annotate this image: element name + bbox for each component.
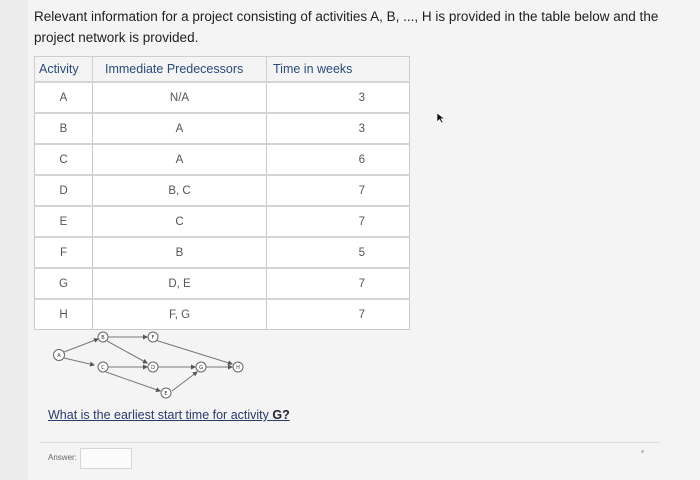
node-c-label: C [101,365,105,371]
edge-b-d [107,341,147,363]
scroll-dot-icon [641,450,644,453]
predecessors-cell: A [93,113,267,144]
project-network-diagram [46,328,276,408]
header-time: Time in weeks [267,57,410,83]
question-main: What is the earliest start time for activity [48,408,273,422]
time-cell: 7 [267,175,410,206]
node-a [54,350,65,361]
node-b [98,332,108,342]
header-predecessors: Immediate Predecessors [93,57,267,83]
activity-cell: E [35,206,93,237]
node-c [98,362,108,372]
table-row [35,268,410,299]
predecessors-cell: C [93,206,267,237]
table-row [35,175,410,206]
predecessors-cell: B [93,237,267,268]
table-row [35,237,410,268]
table-row [35,144,410,175]
predecessors-cell: N/A [93,82,267,113]
time-cell: 5 [267,237,410,268]
table-row [35,299,410,330]
node-g [196,362,206,372]
activity-cell: C [35,144,93,175]
time-cell: 7 [267,299,410,330]
node-g-label: G [199,365,203,371]
activity-cell: H [35,299,93,330]
time-cell: 3 [267,82,410,113]
node-f [148,332,158,342]
question-text [48,408,290,422]
predecessors-cell: F, G [93,299,267,330]
answer-input[interactable] [80,448,132,469]
node-e [161,388,171,398]
time-cell: 3 [267,113,410,144]
node-h-label: H [236,365,240,371]
predecessors-cell: D, E [93,268,267,299]
node-h [233,362,243,372]
header-activity: Activity [35,57,93,83]
node-f-label: F [151,335,155,341]
activity-cell: F [35,237,93,268]
time-cell: 7 [267,268,410,299]
edge-f-h [155,340,232,364]
edge-a-b [64,339,98,352]
edge-c-e [106,372,160,391]
node-d-label: D [151,365,155,371]
predecessors-cell: A [93,144,267,175]
activity-cell: D [35,175,93,206]
edge-a-c [64,358,94,365]
time-cell: 6 [267,144,410,175]
table-row [35,206,410,237]
activity-cell: G [35,268,93,299]
predecessors-cell: B, C [93,175,267,206]
question-activity: G? [272,408,290,422]
mouse-cursor-icon [436,112,446,124]
node-d [148,362,158,372]
answer-label: Answer: [48,453,77,462]
table-row [35,82,410,113]
node-b-label: B [101,335,105,341]
edge-e-g [172,372,197,391]
table-header-row [35,57,410,83]
time-cell: 7 [267,206,410,237]
activity-cell: B [35,113,93,144]
node-e-label: E [164,391,168,397]
intro-text: Relevant information for a project consisting of activities A, B, ..., H is provided in the table below and the project network is provided. [34,9,659,45]
node-a-label: A [57,353,61,359]
activity-cell: A [35,82,93,113]
divider [40,442,660,443]
table-row [35,113,410,144]
activity-table [34,56,410,330]
